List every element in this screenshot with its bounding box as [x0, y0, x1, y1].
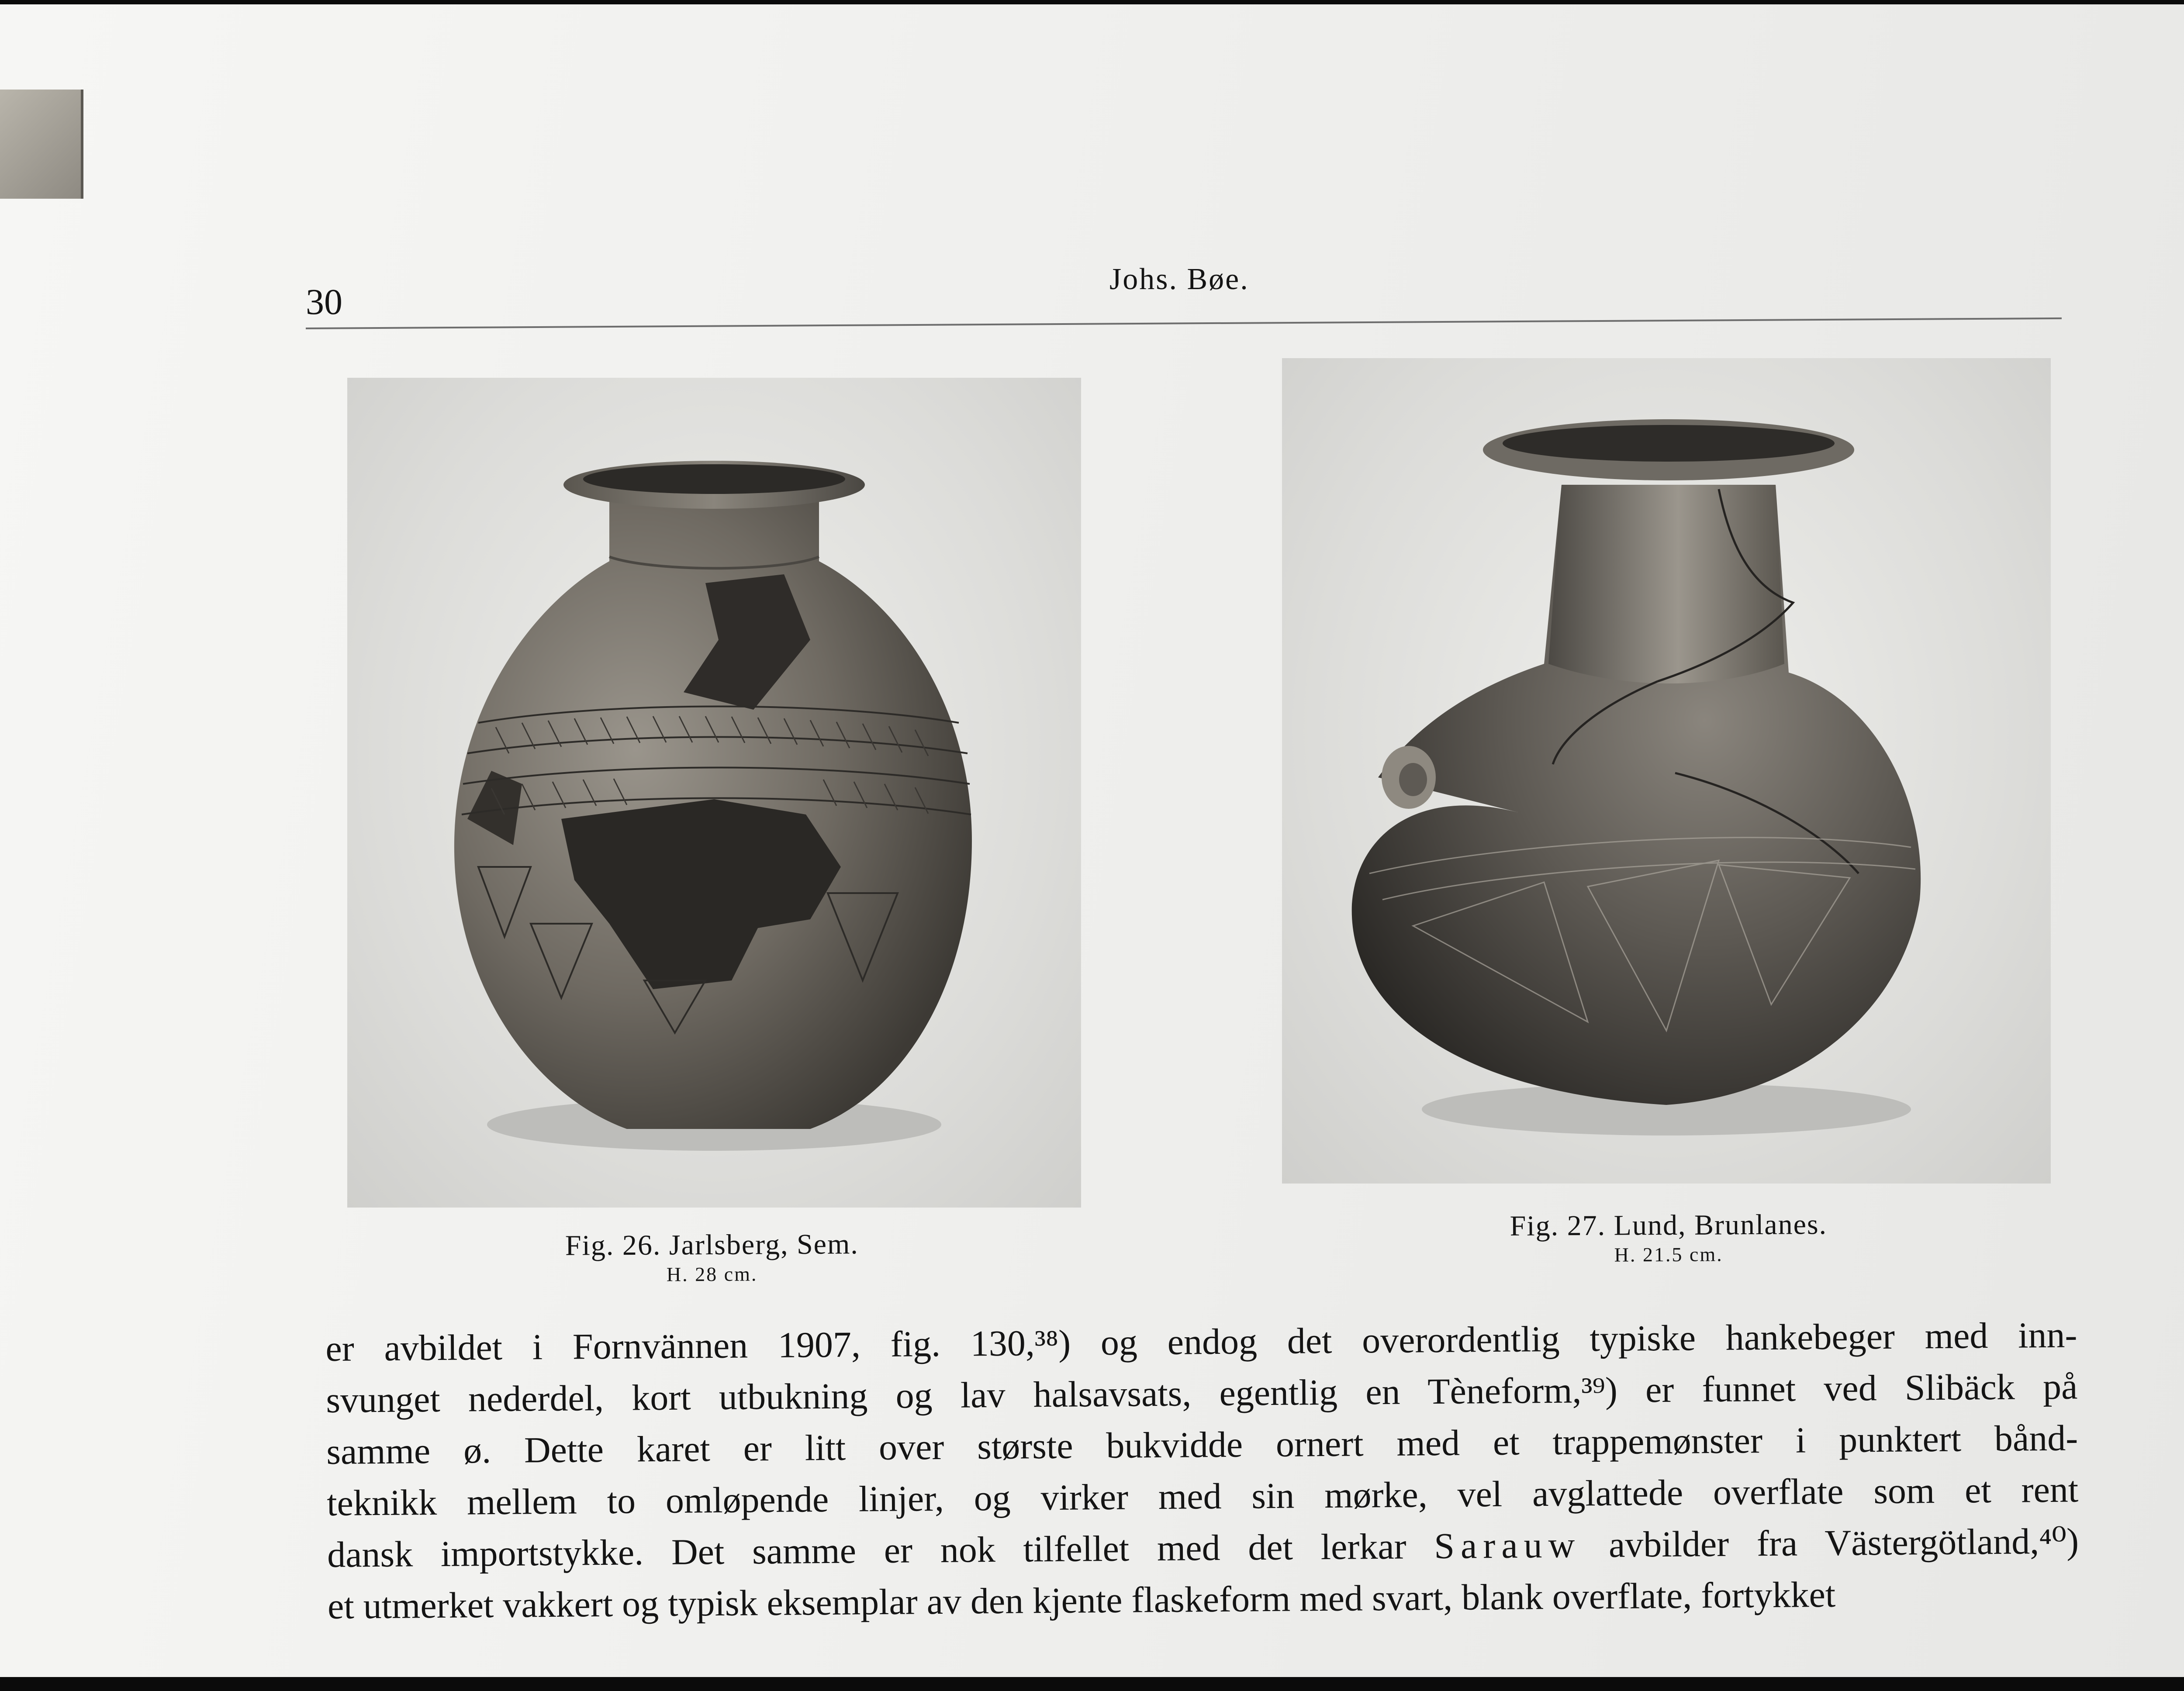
body-line-part: dansk importstykke. Det samme er nok tilfellet med det lerkar	[327, 1526, 1406, 1575]
figure-26-height: H. 28 cm.	[666, 1263, 758, 1286]
body-line-part: avbilder fra Västergötland,⁴⁰)	[1608, 1521, 2079, 1565]
body-line: samme ø. Dette karet er litt over største bukvidde ornert med et trappemønster i punktert bånd-	[326, 1418, 2078, 1472]
body-text	[325, 1310, 2079, 1632]
figure-27-photo	[1282, 358, 2051, 1184]
page-tab-marker	[0, 90, 83, 199]
page-number: 30	[306, 282, 342, 322]
figure-27-height: H. 21.5 cm.	[1614, 1242, 1723, 1266]
body-line: teknikk mellem to omløpende linjer, og virker med sin mørke, vel avglattede overflate som et rent	[326, 1469, 2079, 1524]
pot-27-illustration	[1282, 358, 2051, 1184]
figure-27-label: Fig. 27. Lund, Brunlanes.	[1510, 1208, 1828, 1242]
body-line: svunget nederdel, kort utbukning og lav halsavsats, egentlig en Tèneform,³⁹) er funnet ved Slibäck på	[326, 1366, 2078, 1421]
figure-27-caption	[1428, 1208, 1909, 1269]
author-name-spaced: Sarauw	[1434, 1525, 1581, 1567]
pot-26-illustration	[347, 378, 1081, 1208]
running-head: Johs. Bøe.	[1109, 262, 1249, 296]
body-line: et utmerket vakkert og typisk eksemplar av den kjente flaskeform med svart, blank overflate, fortykket	[327, 1574, 1836, 1627]
figure-26-label: Fig. 26. Jarlsberg, Sem.	[565, 1228, 859, 1262]
figure-26-caption	[498, 1228, 926, 1288]
figure-26-photo	[347, 378, 1081, 1208]
body-line: er avbildet i Fornvännen 1907, fig. 130,³⁸) og endog det overordentlig typiske hankebeger med inn-	[325, 1315, 2077, 1369]
